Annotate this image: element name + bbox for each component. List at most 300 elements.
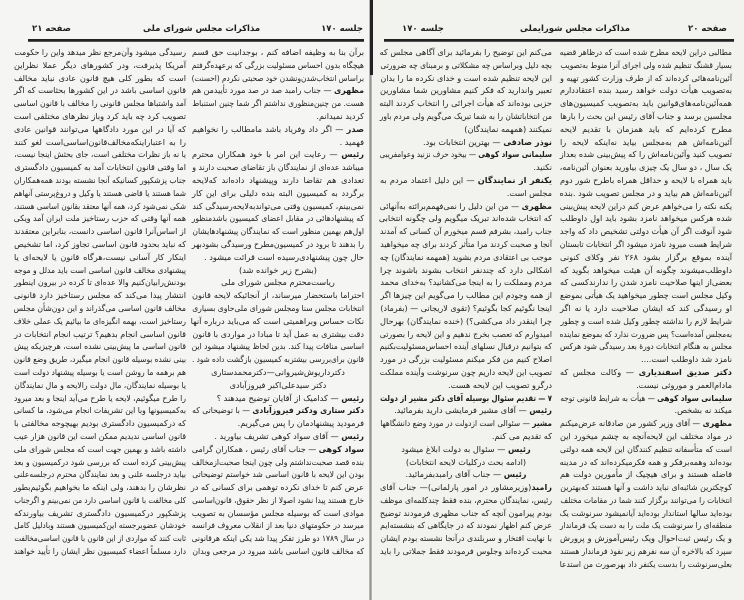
text-line [560, 123, 732, 136]
text-line [13, 545, 187, 558]
speaker-name: رئیس [529, 405, 552, 416]
line-text: جناب رامبد، بشرفم قسم میخورم آن کسانی که آمدند [379, 226, 552, 237]
line-text: — اگر داد وفریاد باشد مامطالب را نخواهیم [192, 123, 347, 134]
text-line [13, 417, 187, 430]
text-line [560, 468, 732, 481]
text-line [379, 328, 552, 341]
text-line [14, 494, 187, 507]
text-line [382, 276, 552, 289]
text-line [379, 340, 552, 353]
line-text: قانون اساسی باشد در این کشورها بحثاست که اگر [14, 85, 186, 96]
text-line [14, 238, 186, 251]
line-text: خودشان عضوبرجسته این‌کمیسیون هستند وبادلیل کامل [14, 520, 187, 531]
text-line [13, 315, 187, 328]
text-column-right [560, 46, 732, 571]
line-text: رستاخیز است، بهمه انگیزه‌ای ما بیائیم یک عملی خلاف [13, 315, 187, 326]
text-line [380, 456, 552, 469]
line-text: براساس انتخاب‌شدن‌ونشدن خود صحبتی نکردم (احسنت) [191, 72, 364, 83]
line-text: بودن این لایحه با قانون اساسی شد خواستم توضیحاتی [192, 469, 364, 480]
line-text: محبت کرده‌اند وجلوس فرمودند فقط جملاتی را باید [379, 546, 552, 557]
speaker-name: مظهری [702, 418, 732, 429]
line-text: اینکار کار آسانی نیست،هرگاه قانون یا لایحه‌ای یا [14, 251, 186, 262]
line-text: — هیأت به شرایط قانونی توجه [560, 392, 658, 403]
speaker-name: رئیس [503, 469, 527, 480]
text-line [192, 97, 364, 110]
speaker-name: دکتر صدیق اسفندیاری [638, 366, 732, 377]
text-line [192, 328, 364, 341]
speaker-name: یکنفر از نمایندگان [477, 174, 552, 185]
text-line [191, 84, 364, 97]
text-line [380, 494, 552, 507]
line-text: — رعایت این امر با خود همکاران محترم [192, 149, 342, 160]
text-line [191, 456, 364, 469]
text-column-left [380, 46, 552, 558]
line-text: یک سال ، دو سال یک چیزی بیاورید بعنوان آئین‌نامه، [559, 162, 732, 173]
speaker-name: دکتر ستاری ودکتر فیروزآبادی [252, 405, 364, 416]
spine-mark [370, 0, 373, 75]
text-line [560, 392, 732, 405]
line-text: خارج هستند پیدا نشود اصولا از نظر حقوق، قانون‌اساسی [192, 494, 364, 505]
line-text: — سئوالی است ازدولت در مورد وضع دانشگاهها [380, 418, 533, 429]
line-text: هست. من چنین‌منظوری نداشتم اگر شما چنین استنباط [192, 98, 364, 109]
line-text: — جناب آقای رامبدبفرمائید. [405, 469, 504, 480]
line-text: — کدامیک از آقایان توضیح میدهند ؟ [216, 392, 342, 403]
speaker-name: سلیمانی سواد کوهی [657, 392, 732, 403]
line-text: — سئوال به دولت ابلاغ میشود [401, 443, 509, 454]
text-line [560, 494, 732, 507]
text-line [192, 430, 364, 443]
text-line [192, 315, 364, 328]
speaker-name: سواد کوهی [318, 443, 364, 454]
text-line [560, 84, 732, 97]
text-line [192, 46, 364, 59]
text-line [379, 110, 552, 123]
text-line [379, 507, 552, 520]
text-line [14, 328, 187, 341]
line-text: بیاید درجلسه علنی و بعد نمایندگان محترم درجلسه‌علنی [13, 469, 186, 480]
header-rule [384, 39, 734, 42]
text-line [191, 443, 364, 456]
text-line [380, 59, 552, 72]
text-line [380, 97, 552, 110]
line-text: پزشکپور درکمیسیون دادگستری تشریف بیاورندکه [14, 507, 186, 518]
line-text: برگردد به کمیسیون البته بنده دلیلی برای این کار [192, 187, 364, 198]
text-line [192, 136, 364, 149]
text-line [379, 148, 552, 161]
text-line [379, 366, 552, 379]
text-line [380, 161, 552, 174]
text-line [560, 404, 732, 417]
text-line [380, 481, 552, 494]
text-line [380, 379, 552, 392]
line-text: داشته باشد و بهمین جهت است که مجلس شورای ملی [13, 443, 187, 454]
line-text: بنده قصد صحبت‌نداشتم ولی چون اینجا صحبت‌ازمخالف [191, 456, 364, 467]
line-text: قانون اساسی انجام بدهیم؟ ترتیب انجام انتخابات در [14, 328, 187, 339]
text-line [13, 200, 187, 213]
line-text: را بدهند تا برود در کمیسیون‌مطرح ورسیدگی بشودبهر [191, 238, 364, 249]
line-text: بوده‌اید سالها استاندار بوده‌اید آیانمیشود سرنوشت یک [559, 507, 732, 518]
speaker-name: سلیمانی سواد کوهی [478, 149, 552, 160]
line-text: مجلس به هنگام انتخابات دورهٔ بعد رسیدگی شود هرکس [559, 341, 732, 352]
line-text: در سال ۱۷۸۹ دو طرز تفکر پیدا شد یکی اینکه هرقانونی [191, 533, 364, 544]
text-line [559, 558, 732, 571]
text-line [380, 430, 552, 443]
text-line [560, 289, 732, 302]
line-text: که پیشنهادهائی در مقابل اعضای کمیسیون باشدمنظور [191, 213, 364, 224]
line-text: قانون اساسی ما پیش‌بینی نشده است، هرچیزیکه پیش [14, 341, 187, 352]
line-text: — جناب آقای رئیس ، همکاران گرامی [191, 443, 319, 454]
line-text: آئین‌نامه‌هائی کرده‌اند که از طرف وزارت کشور تهیه و [560, 72, 732, 83]
text-line [192, 366, 364, 379]
text-line [380, 187, 552, 200]
text-line [559, 328, 732, 341]
line-text: اساسی منافات پیدا کند. بدین لحاظ پیشنهاد میشود این [191, 341, 364, 352]
line-text: بوده‌اند وهمه‌برفکر و همه فکرمیکرده‌اند که در مدینه [559, 456, 732, 467]
line-text: ثابت کنند که مواردی از این قانون با قانون اساسی‌مخالفت [14, 533, 186, 544]
line-text: که نباید بحدود قانون اساسی تجاوز کرد، اما تشخیص [14, 238, 186, 249]
line-text: بعلی‌سرنوشت را بدست یکنفر داد بهرصورت من استدعا [559, 558, 732, 569]
line-text: تعدادی هم تقاضا دارند وپیشنهاد داده‌اند که‌لایحه [192, 174, 364, 185]
text-line [380, 238, 552, 251]
speaker-name: رئیس [341, 149, 364, 160]
speaker-name: رئیس [341, 392, 364, 403]
line-text: او رسیدگی کند که ایشان صلاحیت دارد یا نه اگر [560, 302, 732, 313]
text-line [560, 97, 732, 110]
speaker-name: مشیر [532, 418, 552, 429]
text-line [13, 468, 186, 481]
session-number: جلسه ۱۷۰ [321, 24, 363, 34]
text-line [192, 200, 364, 213]
text-line [16, 161, 186, 174]
line-text: کردید نمیدانم. [316, 110, 364, 121]
text-line [14, 532, 186, 545]
line-text: — آقای مشیر فرمایشی دارید بفرمائید. [394, 405, 530, 416]
text-line [13, 392, 186, 405]
line-text: میرسد در حکومتهای دنیا بعد از انقلاب معروف فرانسه [191, 520, 364, 531]
line-text: برآن بنا به وظیفه اضافه کنم ، بوجدانیت حق قسم [192, 47, 364, 57]
text-line [192, 392, 364, 405]
line-text: کوچکترین شائبه‌ای نباید داشت و آنها هستند که‌بهترین [560, 482, 732, 493]
page-header [380, 24, 735, 38]
line-text: نمیکنند (همهمه نمایندگان) [464, 123, 552, 134]
line-text: شما هستند یا قاضی هستند یا وکیل و دروغ‌پرستی آنهاهم [13, 187, 186, 198]
text-line [380, 123, 552, 136]
text-line [13, 302, 186, 315]
text-line [191, 340, 364, 353]
line-text: همه آنها وقتی که حزب رستاخیز ملت ایران آمد ویکی [13, 213, 186, 224]
line-text: که درکمیسیون دادگستری بودیم بهیچوجه مخالفتی با [13, 418, 187, 429]
line-text: حزبی بوده‌اند که هیأت اجرائی را انتخاب کردند البته [379, 98, 552, 109]
line-text: شرایط لازم را نداشته چطور وکیل شده است و چطور [560, 315, 732, 326]
speaker-name: رئیس [341, 430, 364, 441]
line-text: بودم پیرامون آنچه که جناب مظهری فرمودند توضیح [379, 507, 552, 518]
line-text: تعبیر واندارید که فکر کنیم مشاورین شما مشاورین [380, 85, 552, 96]
line-text: دقت بیشتری به عمل آید تا مبادا در مواردی با قانون [192, 328, 364, 339]
text-line [14, 110, 186, 123]
line-text: سپرد که بالاخره آن سه نفرهم زیر نفوذ فرماندار هستند [560, 546, 732, 557]
text-line [379, 353, 552, 366]
line-text: مردم ومملکت را به اینجا می‌کشانید؟ به‌خدای محمد [380, 277, 552, 288]
line-text: را به اعتباراینکه‌مخالف‌قانون‌اساسی‌است لغو کنند [14, 136, 186, 147]
line-text: نمی‌بینم، کمیسیون وقتی می‌تواندبه‌لایحه‌رسیدگی کند [192, 200, 364, 211]
line-text: عرض کنم اظهار نمودند که در جایگاهی که بنشسته‌ایم [380, 520, 552, 531]
line-text: و یک رئیس ثبت‌احوال ویک رئیس‌آموزش و پرورش [560, 533, 732, 544]
text-line [14, 366, 187, 379]
line-text: که مخالف قانون اساسی باشد میرود در مرجعی وبدان [192, 546, 364, 557]
text-line [192, 276, 364, 289]
text-line [14, 84, 186, 97]
line-text: یا نه باز نظرات مختلفی است، جای بحثش اینجا نیست، [14, 149, 186, 160]
line-text: نظرشان را بدهند، ولی اینکه ما بخواهیم بگوئیم‌بطور [13, 482, 187, 493]
text-line [560, 379, 732, 392]
text-line [379, 46, 552, 59]
text-line [379, 200, 552, 213]
line-text: حال چون پیشنهادی‌رسیده است قرائت میشود . [204, 251, 364, 262]
line-text: اول‌هم بهمین منظور است که نمایندگان پیشنهادهایشان [192, 226, 364, 237]
speaker-name: رامبد [531, 482, 552, 493]
line-text: تصویب کنید وآئین‌نامه‌اش را که پیش‌بینی شده بعداز [559, 149, 732, 160]
line-text: از اساس‌آنرا قانون اساسی دانست، بنابراین معتقدند [14, 226, 187, 237]
line-text: مجلس است. [506, 187, 552, 198]
line-text: آمد واشتباها مجلس قانونی را مخالف با قانون اساسی [13, 98, 186, 109]
line-text: — این دلیل اعتماد مردم به [380, 174, 478, 185]
text-column-right [192, 46, 364, 558]
text-line [13, 456, 186, 469]
text-line [192, 289, 364, 302]
line-text: قانون برای‌بررسی بیشتر‌به کمیسیون بازگشت داده شود . [191, 354, 364, 365]
line-text: شکی نمی‌شود کرد، همه آنها معتقد بقانون اساسی هستند، [13, 200, 187, 211]
line-text: بودنش‌رابیان‌کنیم والا عده‌ای تا کرده در بیرون اینطور [14, 277, 187, 288]
text-line [380, 212, 552, 225]
text-line [562, 110, 732, 123]
session-number: جلسه ۱۷۰ [402, 24, 444, 34]
text-line [560, 302, 732, 315]
line-text: آنجا و صحبت کردند مرا متأثر کردند برای چه میخواهید [380, 238, 552, 249]
line-text: از همه وجودم این مطالب را می‌گویم این چیزها اگر [380, 290, 552, 301]
line-text: فاضله هستند و برای هیچیک از مأمورین دولت هم [560, 469, 732, 480]
line-text: است که بطور کلی هیچ قانون عادی نباید مخالف [14, 72, 186, 83]
text-line [13, 212, 186, 225]
text-line [560, 353, 732, 366]
text-line [191, 72, 364, 85]
line-text: که آیا در این مورد دادگاهها می‌توانند قوانین عادی [14, 123, 186, 134]
line-text: مخالف قانون اساسی می‌گذراند و این دون‌شأن مجلس [13, 302, 186, 313]
text-line [192, 264, 364, 277]
text-line [380, 84, 552, 97]
line-text: احتراما باستحضار میرساند، از آنجائیکه لایحه قانون [192, 290, 364, 301]
line-text: اما وقتی قانون انتخابات آمد به کمیسیون دادگستری [14, 162, 187, 173]
text-line [559, 46, 732, 59]
line-text: انتشار پیدا می‌کند که مجلس رستاخیز دارد قانونی [14, 290, 186, 301]
line-text: که بتوانیم درقبال نسلهای آینده احساس‌مسئولیت‌بکنیم [379, 341, 552, 352]
line-text: موجب بی اعتقادی مردم بشوید (همهمه نمایندگان) چه [379, 251, 552, 262]
line-text: را طرح میگوئیم، لایحه یا طرح می‌آید اینجا و بعد میرود [13, 392, 186, 403]
text-line [14, 340, 187, 353]
text-line [560, 366, 732, 379]
line-text: فهمید . [339, 136, 364, 147]
text-line [191, 519, 364, 532]
text-line [379, 545, 552, 558]
line-text: هم برهمه ما روشن است یا بوسیله پیشنهاد دولت است [14, 366, 187, 377]
text-line [380, 302, 552, 315]
speaker-name: مظهری [521, 200, 552, 211]
line-text: به‌تصویب هیأت دولت خواهد رسید بنده اعتقاددارم [560, 85, 732, 96]
text-column-left [14, 46, 186, 558]
line-text: اصلاح کنیم من فکر میکنم مسئولیت بزرگی در مورد [379, 354, 552, 365]
line-text: — با توضیحاتی که [192, 405, 253, 416]
text-line [379, 251, 552, 264]
header-title: مذاکرات مجلس شورایملی [520, 24, 631, 34]
line-text: — بهترین انتخابات بود. [422, 136, 504, 147]
line-text: داوطلب‌میشوند چگونه آن هیئت میخواهد بگوید که [560, 264, 732, 275]
page-number: صفحه ۲۱ [32, 24, 71, 34]
text-line [14, 289, 186, 302]
text-line [560, 264, 732, 277]
line-text: باید همراه با لایحه و حداقل همراه باطرح شور دوم [560, 174, 732, 185]
line-text: وکیل مجلس است چطور میخواهید یک هیأتی بموضع [560, 290, 732, 301]
text-line [380, 136, 552, 149]
text-line [560, 187, 732, 200]
text-line [14, 264, 187, 277]
text-line [192, 161, 364, 174]
text-line [14, 507, 186, 520]
line-text: یا بوسیله نمایندگان، مال دولت رالایحه و مال نمایندگان [14, 379, 187, 390]
text-line [14, 251, 186, 264]
line-text: است که متأسفانه تنظیم کنندگان این لایحه همه دولتی [560, 443, 732, 454]
text-line [560, 276, 732, 289]
text-line [14, 225, 187, 238]
right-page [372, 0, 744, 600]
text-line [14, 379, 187, 392]
line-text: بسیار قشنگ تنظیم شده ولی اجرای آنرا منوط به‌تصویب [560, 59, 732, 70]
text-line [13, 481, 187, 494]
text-line [13, 353, 186, 366]
speaker-name: مظهری [333, 85, 364, 96]
line-text: به‌کمیسیونها وبا این تشریفات انجام می‌شود، ما کسانی [13, 405, 186, 416]
line-text: فرمودید پیشنهادمان را پس می‌گیریم. [237, 418, 364, 429]
line-text: که تقدیم می کنم. [491, 430, 552, 441]
line-text: کلی مخالفت با قانون اساسی دارد من نمی‌بینم و اگرجناب [14, 494, 187, 505]
line-text: (وزیرمشاور در امور پارلمانی)— جناب آقای [380, 482, 532, 493]
text-line [14, 136, 186, 149]
text-line [559, 417, 732, 430]
text-line [13, 174, 186, 187]
line-text: در مواد مختلف این لایحه‌آنچه به چشم میخورد این [560, 430, 732, 441]
text-line [560, 72, 732, 85]
text-line [14, 123, 186, 136]
line-text: من انتخاباتشان را به شما تبریک می‌گویم ولی مردم باور [379, 110, 552, 121]
line-text: عرض کنم تا خدای نکرده توهمی برای کسانی که در [190, 482, 364, 493]
line-text: چرا اینقدر داد می‌کشی؟) (خنده نمایندگان) بهرحال [380, 315, 552, 326]
text-line [382, 289, 552, 302]
line-text: شود آنوقت اگر آن هیأت دولتی تشخیص داد که واجد [559, 226, 732, 237]
line-text: درگرو تصویب این لایحه هست. [448, 379, 552, 390]
text-line [192, 187, 364, 200]
line-text: — وکالت مجلس که [560, 366, 639, 377]
line-text: تصویب این لایحه داریم چون سرنوشت وآینده مملکت [379, 366, 552, 377]
line-text: شرایط هست میرود نامزد میشود اگر انتخابات تابستان [559, 238, 732, 249]
line-text: آینده بموقع برگزار بشود ۲۶۸ نفر وکلای کنونی [560, 251, 732, 262]
line-text: به‌مجلس آمده‌است؟ پس ضرورت ندارد که بموضع نماینده [559, 328, 732, 339]
text-line [380, 72, 552, 85]
text-line [191, 238, 364, 251]
speaker-name: صدر [346, 123, 364, 134]
text-line [192, 545, 364, 558]
text-line [14, 276, 187, 289]
line-text: دکتر سیدعلی‌اکبر فیروزآبادی [229, 379, 327, 390]
text-line [192, 494, 364, 507]
line-text: اشکالی دارد که چندنفر انتخاب بشوند باشوند چرا [380, 264, 552, 275]
text-line [14, 519, 187, 532]
text-line [14, 72, 186, 85]
line-text: انتخابات را می‌توانند برگزار کنند شما در مقامات مختلف [560, 494, 732, 505]
line-text: پیشنهادی مخالف قانون اساسی است باید مدلل و موجه [14, 264, 187, 275]
text-line [192, 404, 364, 417]
text-line [559, 148, 732, 161]
text-line [559, 507, 732, 520]
line-text: — جناب رامبد صد در صد مورد تأییدمن هم [191, 85, 334, 96]
text-line [559, 200, 732, 213]
text-line [13, 430, 186, 443]
text-line [192, 481, 364, 494]
text-line [192, 379, 364, 392]
line-text: پیش‌بینی کرده است که بررسی شود درکمیسیون و بعد [13, 456, 186, 467]
text-line [191, 353, 364, 366]
text-line [559, 161, 732, 174]
book-spine [369, 0, 372, 600]
text-line [560, 136, 732, 149]
text-line [192, 302, 364, 315]
line-text: مطالبی دراین لایحه مطرح شده است که درظاهر قضیه [559, 47, 732, 57]
text-line [14, 59, 186, 72]
line-text: قانون اساسی ندیدیم ممکن است این قانون هزار عیب [13, 430, 186, 441]
text-line [560, 251, 732, 264]
line-text: منطقه‌ای را سرنوشت یک ملت را به دست یک فرماندار [559, 520, 732, 531]
text-line [191, 212, 364, 225]
header-title: مذاکرات مجلس شورای ملی [143, 24, 261, 34]
text-line [192, 123, 364, 136]
text-line [560, 532, 732, 545]
line-text: بعضی‌از اینها صلاحیت نامزد شدن را ندارند‌کسی که [560, 277, 732, 288]
text-line [560, 212, 732, 225]
line-text: تصویب کرد چه باید کرد وباز نظرهای مختلفی است [13, 110, 186, 121]
line-text: هیچگاه بدون احساس مسئولیت بزرگی که برعهده‌گرفتم [191, 59, 364, 70]
text-line [380, 264, 552, 277]
text-line [380, 404, 552, 417]
text-line [560, 315, 732, 328]
text-line [559, 238, 732, 251]
line-text: آمریکا پذیرفت، ودر کشورهای دیگر عملا نظراین [14, 59, 186, 70]
text-line [13, 404, 186, 417]
line-text: ریاست‌محترم مجلس شورای ملی [221, 277, 335, 288]
text-line [559, 225, 732, 238]
text-line [560, 545, 732, 558]
line-text: همه‌آئین‌نامه‌های‌قوانین باید به‌تصویب کمیسیون‌های [560, 98, 732, 109]
line-text: با نهایت افتخار و سربلندی درآنجا نشسته بودم ایشان [380, 533, 552, 544]
text-line [559, 519, 732, 532]
text-line [379, 225, 552, 238]
text-line [380, 417, 552, 430]
text-line [380, 315, 552, 328]
text-line [192, 225, 364, 238]
section-heading [380, 392, 552, 405]
line-text: مجلسین برسد و جناب آقای رئیس این بحث را بارها [560, 110, 732, 121]
text-line [560, 443, 732, 456]
line-text: — آقای وزیر کشور من صادقانه عرض‌میکنم [559, 418, 703, 429]
text-line [13, 187, 186, 200]
text-line [560, 59, 732, 72]
line-text: بینی نشده بوسیله قانون انجام میگیرد، طریق وضع قانون [13, 354, 186, 365]
